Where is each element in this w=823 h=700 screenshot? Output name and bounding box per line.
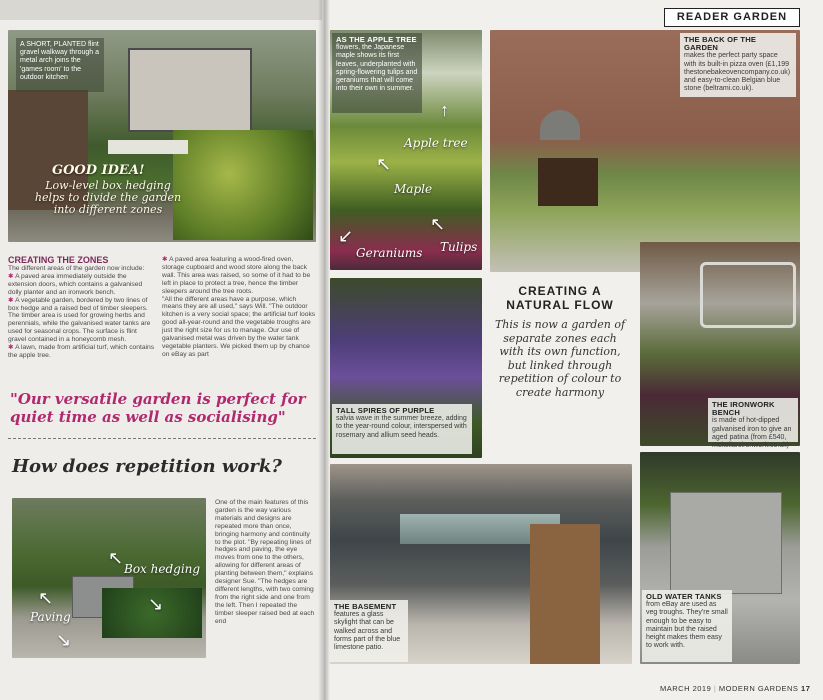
natural-flow-heading-2: NATURAL FLOW: [506, 298, 614, 312]
natural-flow-heading-1: CREATING A: [518, 284, 602, 298]
zones-item-1: ✱ A paved area immediately outside the extension doors, which contains a galvanised dolly planter and an ironwork bench.: [8, 272, 143, 296]
box-hedging-label: Box hedging: [124, 562, 201, 576]
pull-quote: "Our versatile garden is perfect for quiet time as well as socialising": [10, 390, 306, 426]
geraniums-label: Geraniums: [356, 246, 423, 260]
bullet-icon: ✱: [8, 272, 16, 280]
spires-caption: TALL SPIRES OF PURPLE salvia wave in the summer breeze, adding to the year-round colour, interspersed with rosemary and allium seed heads.: [332, 404, 472, 454]
box-hedging-photo: [12, 498, 206, 658]
page-number: 17: [801, 684, 811, 693]
walkway-caption: A SHORT, PLANTED flint gravel walkway through a metal arch joins the 'games room' to the outdoor kitchen: [16, 38, 104, 92]
pizza-oven: [540, 110, 580, 140]
arrow-icon: ↘: [56, 630, 72, 650]
natural-flow-body: This is now a garden of separate zones each with its own function, but linked through repetition of colour to create harmony: [494, 318, 626, 399]
timber-sleepers: [530, 524, 600, 664]
arrow-icon: ↘: [148, 594, 164, 614]
bullet-icon: ✱: [8, 296, 16, 304]
back-of-garden-caption: THE BACK OF THE GARDEN makes the perfect party space with its built-in pizza oven (£1,199 thestonebakeovencompany.co.uk) and easy-to-clean Belgian blue stone (beltrami.co.uk).: [680, 33, 796, 97]
magazine-name: MODERN GARDENS: [718, 684, 799, 693]
zones-quote-body: "All the different areas have a purpose, which means they are all used," says Will. "The outdoor kitchen is a very social space; the artificial turf looks good all-year-round and the vegetable troughs are just the right size for us to manage. Our use of galvanised metal was driven by the water tank vegetable planters. We picked them up by chance on eBay as part: [162, 295, 316, 358]
repetition-body: One of the main features of this garden is the way various materials and designs are repeated more than once, bringing harmony and continuity to the plot. "By repeating lines of hedges and paving, the eye moves from one to the others, allowing for different areas of planting between them," explains designer Sue. "The hedges are different lengths, with two coming from the right side and one from the left. Then I repeated the timber sleeper raised bed at each end: [215, 499, 315, 625]
foliage: [173, 130, 313, 240]
basement-caption: THE BASEMENT features a glass skylight that can be walked across and forms part of the blue limestone patio.: [330, 600, 408, 662]
arrow-icon: ↖: [376, 154, 392, 174]
zones-column-1: [8, 265, 156, 360]
paving-label: Paving: [30, 610, 71, 624]
footer: MARCH 2019 | MODERN GARDENS 17: [660, 684, 811, 693]
wood-store: [538, 158, 598, 206]
spine-shadow: [318, 0, 330, 700]
arrow-icon: ↖: [108, 548, 124, 568]
ironwork-bench-caption: THE IRONWORK BENCH is made of hot-dipped galvanised iron to give an aged patina (from £540, mckellarsironwork.co.uk): [708, 398, 798, 442]
repetition-heading: How does repetition work?: [12, 456, 282, 477]
bullet-icon: ✱: [8, 344, 16, 352]
section-label: READER GARDEN: [664, 8, 800, 27]
issue-date: MARCH 2019: [660, 684, 712, 693]
arrow-icon: ↖: [38, 588, 54, 608]
house-extension: [128, 48, 252, 132]
bench-frame: [700, 262, 796, 328]
water-tanks-caption: OLD WATER TANKS from eBay are used as veg troughs. They're small enough to be easy to maintain but the raised height makes them easy to work with.: [642, 590, 732, 662]
maple-label: Maple: [394, 182, 433, 196]
zones-heading: CREATING THE ZONES: [8, 255, 109, 265]
tulips-label: Tulips: [440, 240, 478, 254]
good-idea-text: Low-level box hedging helps to divide the garden into different zones: [34, 179, 182, 216]
games-board: [108, 140, 188, 154]
zones-item-4: ✱ A paved area featuring a wood-fired oven, storage cupboard and wood store along the back wall. This area was raised, so some of it had to be left in place to protect a tree, hence the timber sleepers around the tree roots.: [162, 256, 311, 295]
zones-item-2: ✱ A vegetable garden, bordered by two lines of box hedge and a raised bed of timber sleepers. The timber area is used for growing herbs and perennials, while the galvanised water tanks are used for seasonal crops. The surface is flint gravel contained in a honeycomb mesh.: [8, 296, 151, 344]
bullet-icon: ✱: [162, 256, 170, 263]
arrow-icon: ↙: [338, 226, 354, 246]
good-idea-title: GOOD IDEA!: [52, 163, 145, 178]
zones-item-3: ✱ A lawn, made from artificial turf, which contains the apple tree.: [8, 344, 155, 359]
zones-column-2: [162, 256, 316, 359]
galvanised-tank: [670, 492, 782, 594]
zones-intro: The different areas of the garden now include:: [8, 265, 145, 272]
section-divider: [8, 438, 316, 439]
arrow-icon: ↖: [430, 214, 446, 234]
apple-tree-caption: AS THE APPLE TREE flowers, the Japanese maple shows its first leaves, underplanted with spring-flowering tulips and geraniums that will come into their own in summer.: [332, 33, 422, 113]
apple-tree-label: Apple tree: [404, 136, 468, 150]
natural-flow-box: [490, 278, 630, 438]
arrow-icon: ↑: [440, 100, 449, 120]
